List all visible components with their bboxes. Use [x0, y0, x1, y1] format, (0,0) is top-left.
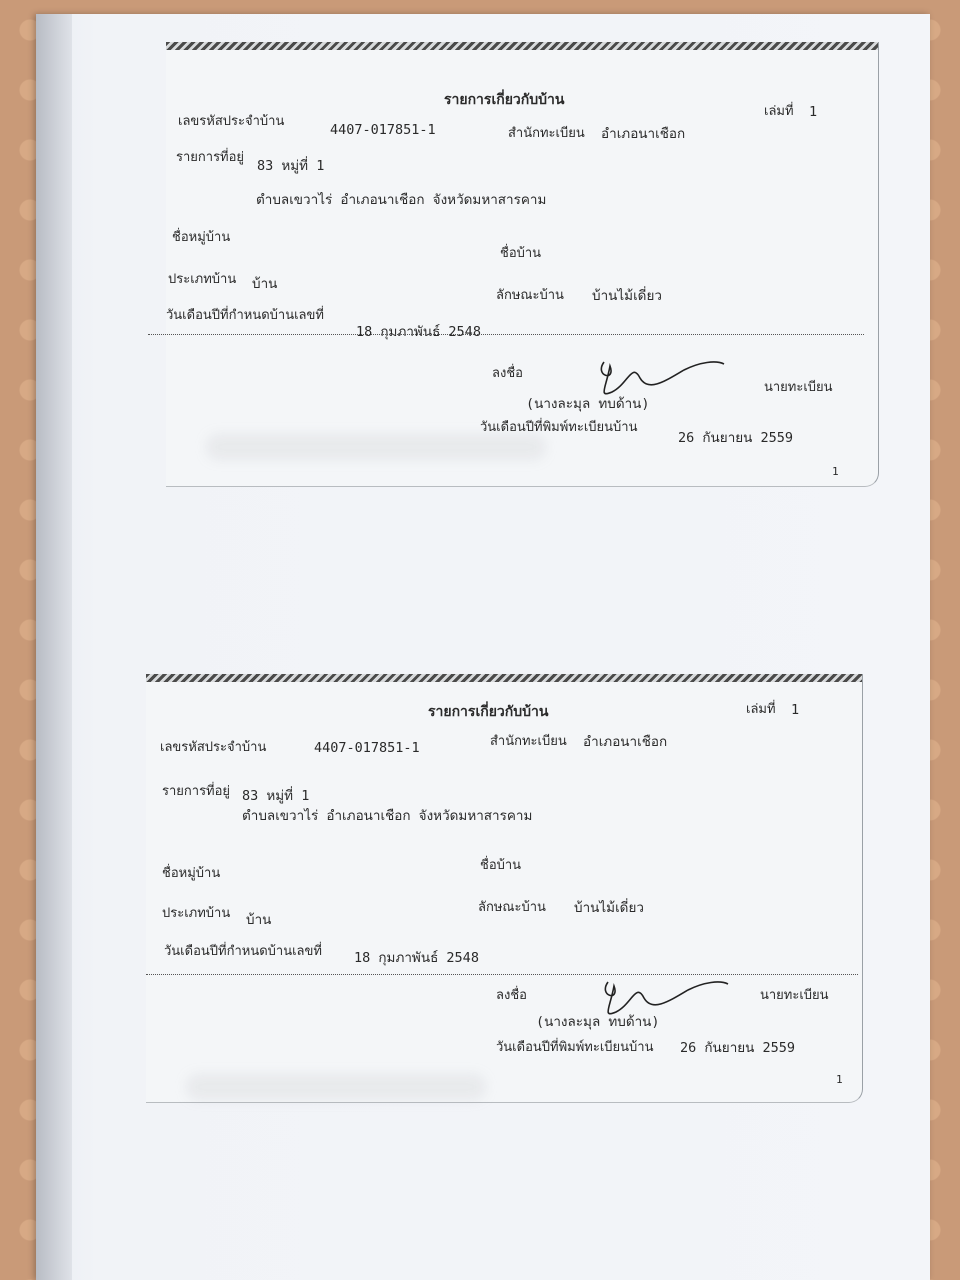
faded-print-artifact	[206, 434, 546, 460]
house-type-value: บ้าน	[246, 912, 272, 928]
house-type-label: ประเภทบ้าน	[162, 906, 231, 921]
sign-label: ลงชื่อ	[496, 988, 527, 1003]
house-record-card-2	[146, 674, 863, 1103]
house-style-label: ลักษณะบ้าน	[478, 900, 546, 915]
registrar-name: (นางละมุล ทบด้าน)	[526, 396, 650, 412]
page-number: 1	[832, 465, 839, 478]
print-date-value: 26 กันยายน 2559	[680, 1040, 796, 1056]
separator-line	[148, 334, 864, 335]
house-type-value: บ้าน	[252, 276, 278, 292]
page-number: 1	[836, 1073, 843, 1086]
volume-label: เล่มที่	[764, 104, 794, 119]
registry-office-value: อำเภอนาเชือก	[583, 734, 668, 750]
registry-office-label: สำนักทะเบียน	[490, 734, 567, 749]
volume-label: เล่มที่	[746, 702, 776, 717]
print-date-value: 26 กันยายน 2559	[678, 430, 794, 446]
assigned-date-label: วันเดือนปีที่กำหนดบ้านเลขที่	[164, 944, 322, 959]
document-paper	[36, 14, 930, 1280]
house-type-label: ประเภทบ้าน	[168, 272, 237, 287]
village-name-label: ชื่อหมู่บ้าน	[162, 866, 221, 881]
registrar-signature	[588, 352, 728, 402]
faded-print-artifact	[186, 1074, 486, 1100]
assigned-date-value: 18 กุมภาพันธ์ 2548	[354, 950, 479, 966]
print-date-label: วันเดือนปีที่พิมพ์ทะเบียนบ้าน	[480, 420, 638, 435]
address-label: รายการที่อยู่	[162, 784, 231, 799]
assigned-date-value: 18 กุมภาพันธ์ 2548	[356, 324, 481, 340]
card-title: รายการเกี่ยวกับบ้าน	[428, 704, 549, 720]
card-title: รายการเกี่ยวกับบ้าน	[444, 92, 565, 108]
address-label: รายการที่อยู่	[176, 150, 245, 165]
address-line1: 83 หมู่ที่ 1	[242, 788, 310, 804]
volume-value: 1	[791, 702, 800, 718]
house-name-label: ชื่อบ้าน	[500, 246, 542, 261]
house-record-card-1	[166, 42, 879, 487]
volume-value: 1	[809, 104, 818, 120]
registrar-name: (นางละมุล ทบด้าน)	[536, 1014, 660, 1030]
house-code-value: 4407-017851-1	[314, 740, 420, 756]
address-line2: ตำบลเขวาไร่ อำเภอนาเชือก จังหวัดมหาสารคาม	[242, 808, 533, 824]
house-name-label: ชื่อบ้าน	[480, 858, 522, 873]
sign-label: ลงชื่อ	[492, 366, 523, 381]
registry-office-label: สำนักทะเบียน	[508, 126, 585, 141]
assigned-date-label: วันเดือนปีที่กำหนดบ้านเลขที่	[166, 308, 324, 323]
separator-line	[146, 974, 858, 975]
address-line2: ตำบลเขวาไร่ อำเภอนาเชือก จังหวัดมหาสารคาม	[256, 192, 547, 208]
address-line1: 83 หมู่ที่ 1	[257, 158, 325, 174]
house-code-label: เลขรหัสประจำบ้าน	[178, 114, 285, 129]
village-name-label: ชื่อหมู่บ้าน	[172, 230, 231, 245]
house-code-label: เลขรหัสประจำบ้าน	[160, 740, 267, 755]
house-style-value: บ้านไม้เดี่ยว	[592, 288, 662, 304]
registrar-title: นายทะเบียน	[764, 380, 833, 395]
house-style-value: บ้านไม้เดี่ยว	[574, 900, 644, 916]
house-code-value: 4407-017851-1	[330, 122, 436, 138]
registry-office-value: อำเภอนาเชือก	[601, 126, 686, 142]
house-style-label: ลักษณะบ้าน	[496, 288, 564, 303]
print-date-label: วันเดือนปีที่พิมพ์ทะเบียนบ้าน	[496, 1040, 654, 1055]
registrar-title: นายทะเบียน	[760, 988, 829, 1003]
